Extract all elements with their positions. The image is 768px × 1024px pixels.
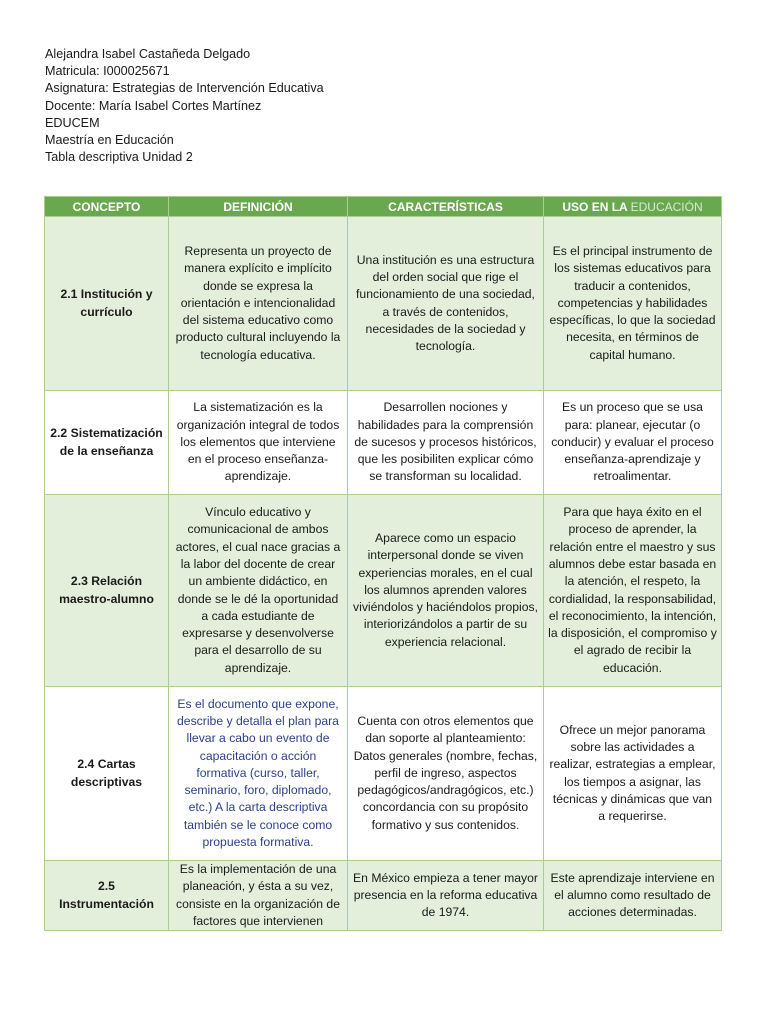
row-concepto: 2.3 Relación maestro-alumno — [45, 495, 169, 687]
row-definicion: Es la implementación de una planeación, y ésta a su vez, consiste en la organización de factores que intervienen — [169, 861, 348, 931]
document-header — [45, 46, 324, 166]
student-name: Alejandra Isabel Castañeda Delgado — [45, 47, 251, 61]
row-concepto: 2.2 Sistematización de la enseñanza — [45, 391, 169, 495]
row-uso: Para que haya éxito en el proceso de aprender, la relación entre el maestro y sus alumnos debe estar basada en la atención, el respeto, la cordialidad, la responsabilidad, el reconocimiento, la intención, la disposición, el compromiso y el agrado de recibir la educación. — [544, 495, 722, 687]
student-id: Matricula: I000025671 — [45, 64, 170, 79]
program: Maestría en Educación — [45, 133, 174, 148]
row-concepto: 2.1 Institución y currículo — [45, 217, 169, 391]
row-caracteristicas: Desarrollen nociones y habilidades para la comprensión de sucesos y procesos históricos, que les posibiliten explicar cómo se transforman su localidad. — [348, 391, 544, 495]
institution: EDUCEM — [45, 115, 100, 130]
course-name: Asignatura: Estrategias de Intervención Educativa — [45, 81, 324, 96]
descriptive-table — [44, 196, 722, 931]
table-header-row — [45, 197, 722, 217]
table-row — [45, 687, 722, 861]
row-definicion: Es el documento que expone, describe y detalla el plan para llevar a cabo un evento de capacitación o acción formativa (curso, taller, seminario, foro, diplomado, etc.) A la carta descriptiva también se le conoce como propuesta formativa. — [169, 687, 348, 861]
header-uso — [544, 197, 722, 217]
table-row — [45, 861, 722, 931]
header-uso-highlight: EDUCACIÓN — [630, 199, 703, 214]
row-caracteristicas: Aparece como un espacio interpersonal donde se viven experiencias morales, en el cual los alumnos aprenden valores viviéndolos y haciéndolos propios, interiorizándolos a partir de su experiencia relacional. — [348, 495, 544, 687]
header-uso-prefix: USO EN LA — [562, 199, 631, 214]
table-row — [45, 495, 722, 687]
row-uso: Es un proceso que se usa para: planear, ejecutar (o conducir) y evaluar el proceso enseñanza-aprendizaje y retroalimentar. — [544, 391, 722, 495]
header-caracteristicas: CARACTERÍSTICAS — [348, 197, 544, 217]
table-row — [45, 391, 722, 495]
row-uso: Es el principal instrumento de los sistemas educativos para traducir a contenidos, competencias y habilidades específicas, lo que la sociedad necesita, en términos de capital humano. — [544, 217, 722, 391]
document-title: Tabla descriptiva Unidad 2 — [45, 150, 193, 165]
header-concepto: CONCEPTO — [45, 197, 169, 217]
header-definicion: DEFINICIÓN — [169, 197, 348, 217]
table-row — [45, 217, 722, 391]
row-caracteristicas: Una institución es una estructura del orden social que rige el funcionamiento de una sociedad, a través de contenidos, necesidades de la sociedad y tecnología. — [348, 217, 544, 391]
row-caracteristicas: Cuenta con otros elementos que dan soporte al planteamiento: Datos generales (nombre, fechas, perfil de ingreso, aspectos pedagógicos/andragógicos, etc.) concordancia con su propósito formativo y sus contenidos. — [348, 687, 544, 861]
row-definicion: Representa un proyecto de manera explícito e implícito donde se expresa la orientación e intencionalidad del sistema educativo como producto cultural incluyendo la tecnología educativa. — [169, 217, 348, 391]
row-definicion: La sistematización es la organización integral de todos los elementos que interviene en el proceso enseñanza-aprendizaje. — [169, 391, 348, 495]
row-caracteristicas: En México empieza a tener mayor presencia en la reforma educativa de 1974. — [348, 861, 544, 931]
row-uso: Este aprendizaje interviene en el alumno como resultado de acciones determinadas. — [544, 861, 722, 931]
teacher-name: Docente: María Isabel Cortes Martínez — [45, 98, 262, 113]
row-definicion: Vínculo educativo y comunicacional de ambos actores, el cual nace gracias a la labor del docente de crear un ambiente didáctico, en donde se le dé la oportunidad a cada estudiante de expresarse y desenvolverse para el desarrollo de su aprendizaje. — [169, 495, 348, 687]
row-concepto: 2.4 Cartas descriptivas — [45, 687, 169, 861]
row-uso: Ofrece un mejor panorama sobre las actividades a realizar, estrategias a emplear, los tiempos a asignar, las técnicas y dinámicas que van a requerirse. — [544, 687, 722, 861]
row-concepto: 2.5 Instrumentación — [45, 861, 169, 931]
